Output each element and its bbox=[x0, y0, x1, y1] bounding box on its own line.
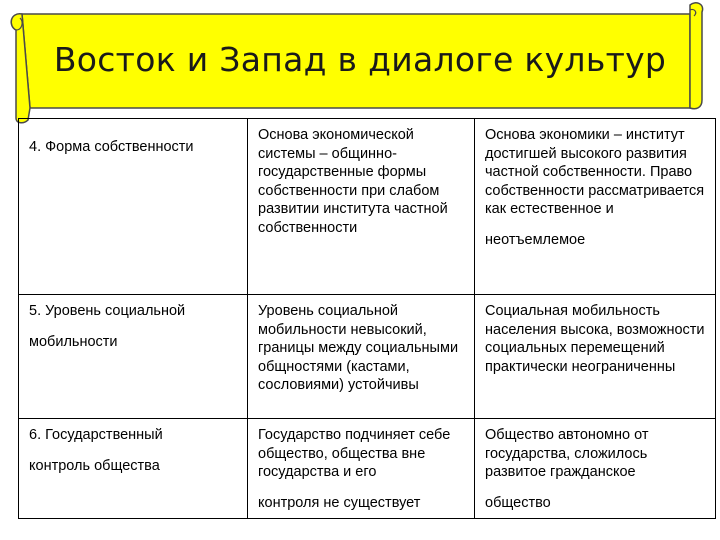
east-text: Государство подчиняет себе общество, общества вне государства и его bbox=[258, 427, 451, 480]
east-text: Основа экономической системы – общинно-государственные формы собственности при слабом развитии института частной собственности bbox=[258, 127, 448, 236]
west-cell bbox=[475, 419, 716, 519]
criterion-cell bbox=[19, 119, 248, 295]
criterion-text: 6. Государственный bbox=[29, 427, 163, 443]
east-cell bbox=[248, 295, 475, 419]
west-text-tail: неотъемлемое bbox=[485, 231, 586, 248]
table-row bbox=[19, 295, 716, 419]
comparison-table bbox=[18, 118, 716, 519]
slide-title: Восток и Запад в диалоге культур bbox=[53, 40, 667, 79]
west-cell bbox=[475, 119, 716, 295]
criterion-cell bbox=[19, 295, 248, 419]
east-text: Уровень социальной мобильности невысокий, границы между социальными общностями (кастами, сословиями) устойчивы bbox=[258, 303, 459, 393]
criterion-cell bbox=[19, 419, 248, 519]
east-text-tail: контроля не существует bbox=[258, 494, 421, 511]
criterion-text: 4. Форма собственности bbox=[29, 139, 194, 155]
criterion-text: 5. Уровень социальной bbox=[29, 303, 186, 319]
table-row bbox=[19, 119, 716, 295]
west-text: Социальная мобильность населения высока, возможности социальных перемещений практически неограниченны bbox=[485, 303, 705, 375]
table-row bbox=[19, 419, 716, 519]
west-text: Общество автономно от государства, сложилось развитое гражданское bbox=[485, 427, 649, 480]
east-cell bbox=[248, 419, 475, 519]
criterion-text-cont: контроль общества bbox=[29, 457, 160, 474]
criterion-text-cont: мобильности bbox=[29, 333, 118, 350]
east-cell bbox=[248, 119, 475, 295]
west-cell bbox=[475, 295, 716, 419]
west-text-tail: общество bbox=[485, 494, 551, 511]
west-text: Основа экономики – институт достигшей высокого развития частной собственности. Право собственности рассматривается как естественное и bbox=[485, 127, 705, 217]
scroll-right-roll bbox=[690, 3, 703, 109]
